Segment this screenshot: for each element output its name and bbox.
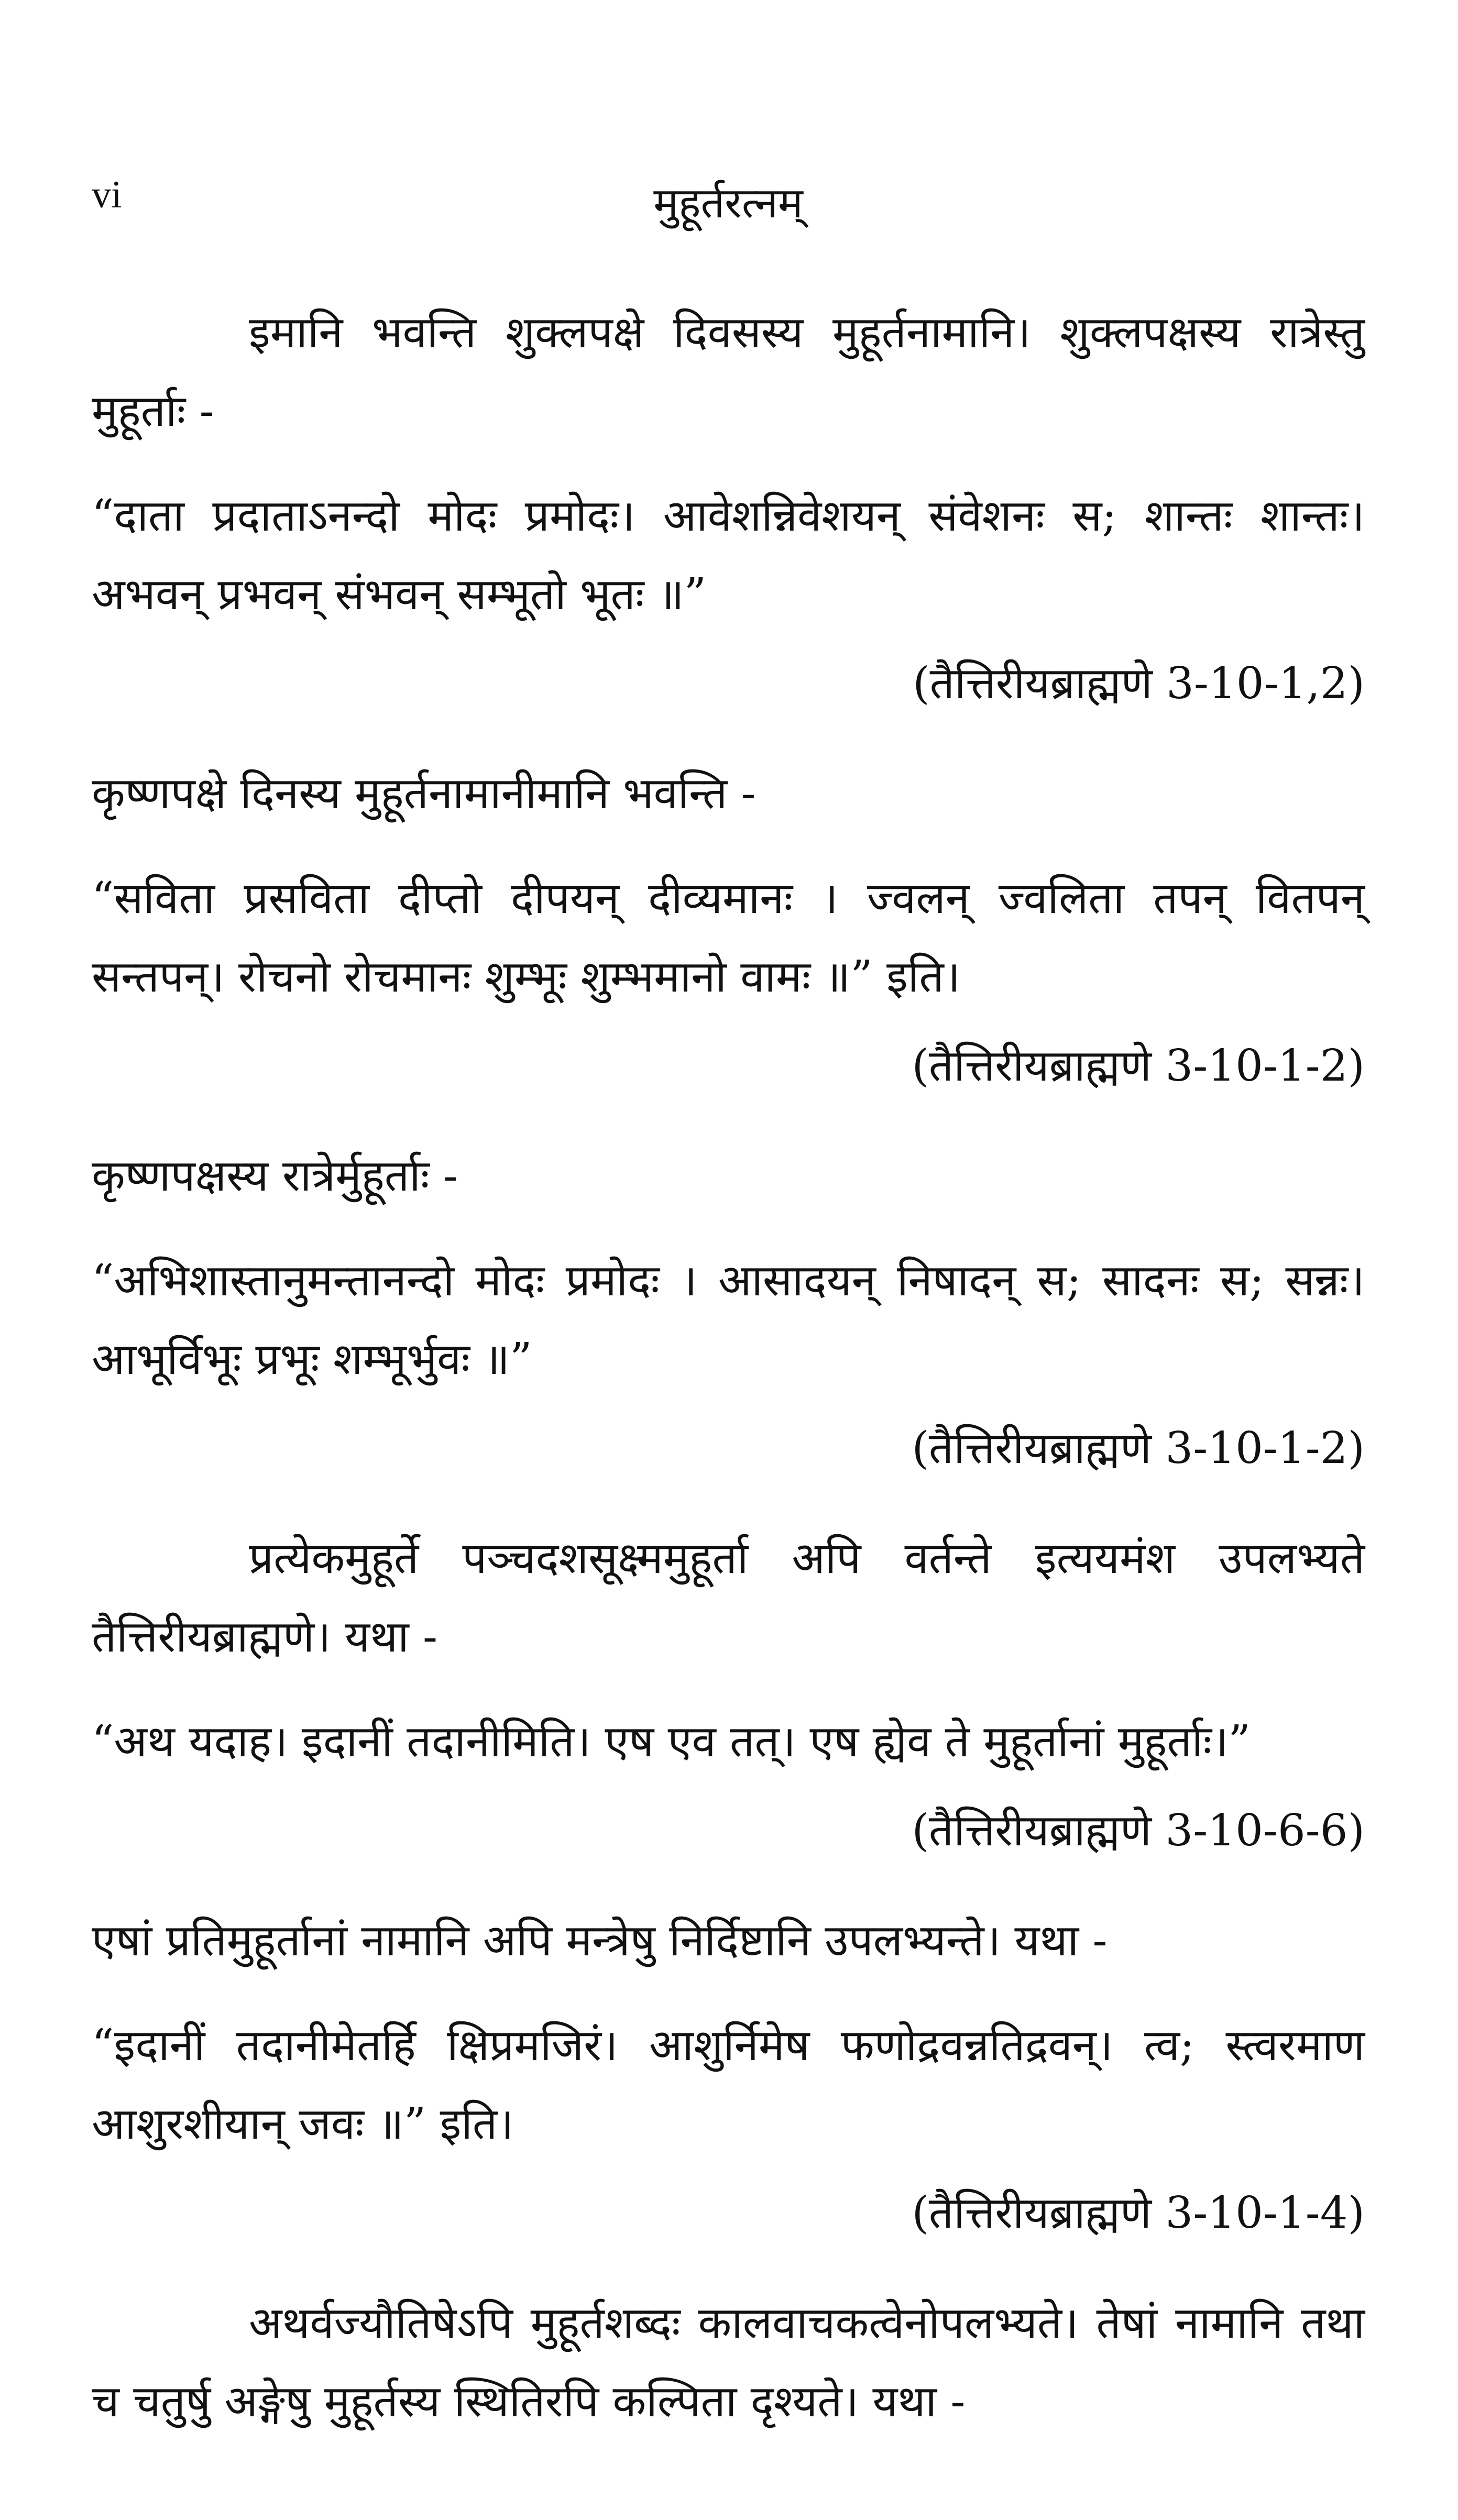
quote-prati-muhurta-names: “इदानीं तदानीमेतर्हि क्षिप्रमजिरं। आशुर्निमेष फणोद्रवन्नतिद्रवन्। त्व; स्त्वरमाण आशुरशीयान् जवः ॥” इति। (92, 2020, 1365, 2149)
paragraph-prati-muhurta-names: एषां प्रतिमुहूर्तानां नामानि अपि मन्त्रेषु निर्दिष्टानि उपलभ्यन्ते। यथा - (92, 1915, 1108, 1966)
citation-1: (तैत्तिरीयब्राह्मणे 3-10-1,2) (913, 658, 1365, 709)
quote-krishna-night-muhurtas: “अभिशास्तानुमन्तानन्दो मोदः प्रमोदः । आसादयन् निषादन् स; सादनः स; सन्नः। आभूर्विभूः प्रभूः शम्भूर्भुवः ॥” (92, 1255, 1365, 1384)
paragraph-shukla-paksha-intro: इमानि भवन्ति शुक्लपक्षे दिवसस्य मुहूर्तनामानि। शुक्लपक्षस्य रात्रेस्तु मुहूर्ताः - (92, 307, 1365, 436)
citation-5: (तैत्तिरीयब्राह्मणे 3-10-1-4) (912, 2187, 1365, 2238)
paragraph-atharva-jyotisha: अथर्वज्यौतिषेऽपि मुहूर्तशब्दः कालवाचकत्वेनोपलभ्यते। तेषां नामानि तथा च चतुर्षु अङ्गेषु मुहूर्तस्य स्थितिरपि कल्पिता दृश्यते। यथा - (92, 2297, 1365, 2427)
page-body (92, 293, 1365, 2467)
paragraph-krishna-paksha-night: कृष्णपक्षस्य रात्रेर्मुहूर्ताः - (92, 1150, 458, 1201)
citation-2: (तैत्तिरीयब्राह्मणे 3-10-1-2) (912, 1040, 1365, 1091)
page-number: vi (92, 173, 122, 216)
paragraph-sukshma-muhurtas: प्रत्येकमुहूर्ते पञ्चदशसूक्ष्ममुहूर्ता अपि वर्तन्ते इत्ययमंश उपलभ्यते तैत्तिरीयब्राह्मणे। यथा - (92, 1533, 1365, 1662)
citation-3: (तैत्तिरीयब्राह्मणे 3-10-1-2) (912, 1423, 1365, 1473)
running-title: मुहूर्तरत्नम् (653, 179, 803, 227)
quote-idanim-tadanim: “अथ यदाह। इदानीं तदानीमिति। एष एव तत्। एष ह्येव ते मुहूर्तानां मुहूर्ताः।” (92, 1716, 1251, 1767)
page-header (92, 173, 1365, 230)
quote-shukla-ratri-muhurtas: “दाता प्रदाताऽनन्दो मोदः प्रमोदः। आवेशन्निवेशयन् संवेशनः स; शान्तः शान्तः। अभवन् प्रभवन् संभवन् सम्भूतो भूतः ॥” (92, 490, 1365, 620)
citation-4: (तैत्तिरीयब्राह्मणे 3-10-6-6) (912, 1805, 1365, 1856)
paragraph-krishna-paksha-day: कृष्णपक्षे दिनस्य मुहूर्तनामानीमानि भवन्ति - (92, 768, 756, 819)
quote-krishna-day-muhurtas: “सविता प्रसविता दीप्तो दीपयन् दीव्यमानः । ज्वलन् ज्वलिता तपन् वितपन् सन्तपन्। रोचनो रोचमानः शुम्भूः शुम्भमानो वामः ॥” इति। (92, 873, 1365, 1002)
